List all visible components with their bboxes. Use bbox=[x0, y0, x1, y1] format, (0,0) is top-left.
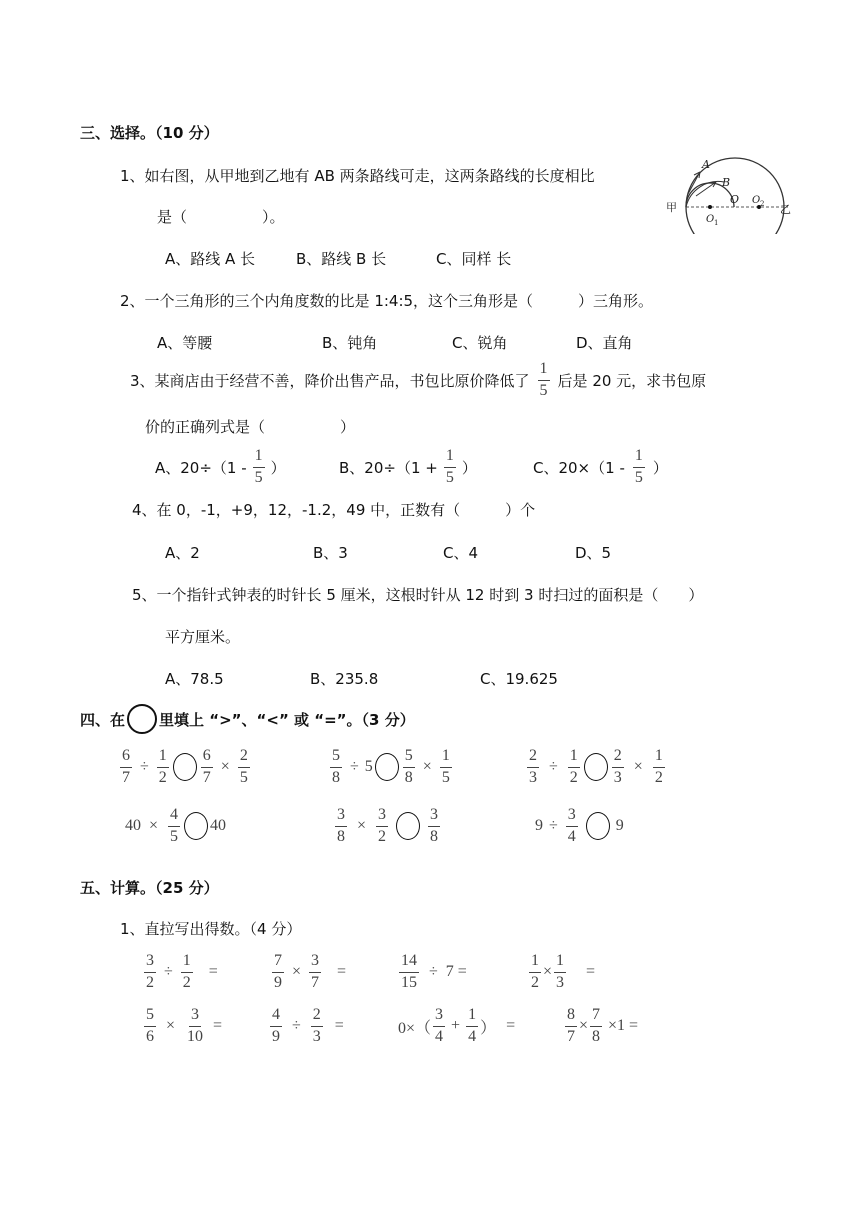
frac-num: 1 bbox=[653, 748, 665, 768]
route-figure bbox=[664, 156, 794, 234]
q2-option-c[interactable]: C、锐角 bbox=[452, 334, 508, 352]
q4-option-a[interactable]: A、2 bbox=[165, 544, 200, 562]
frac-num: 1 bbox=[157, 748, 169, 768]
mul-sign: × bbox=[633, 758, 643, 775]
open-paren: 0×（ bbox=[398, 1019, 432, 1037]
frac-den: 3 bbox=[556, 973, 565, 991]
mul-sign: × bbox=[579, 1017, 589, 1034]
frac-num: 3 bbox=[428, 807, 440, 827]
frac-den: 9 bbox=[274, 973, 282, 991]
section-3-title: 三、选择。（10 分） bbox=[80, 124, 219, 142]
frac-den: 5 bbox=[239, 768, 248, 786]
div-sign: ÷ bbox=[164, 963, 173, 980]
div-sign: ÷ bbox=[292, 1017, 301, 1034]
frac-num: 4 bbox=[168, 807, 180, 827]
q3-frac-den: 5 bbox=[539, 381, 548, 399]
frac-den: 7 bbox=[202, 768, 211, 786]
const: 7 bbox=[445, 963, 454, 980]
frac-num: 2 bbox=[527, 748, 539, 768]
section-4-title-post: 里填上 “>”、“<” 或 “=”。（3 分） bbox=[159, 710, 415, 729]
calc-r1-e2 bbox=[270, 947, 346, 997]
q3-a-fraction bbox=[253, 448, 265, 487]
frac-num: 8 bbox=[565, 1007, 577, 1027]
equals-sign: = bbox=[208, 963, 218, 980]
frac-num: 1 bbox=[466, 1007, 478, 1027]
frac-num: 1 bbox=[181, 953, 193, 973]
compare-r1-c1 bbox=[118, 742, 252, 792]
compare-circle-icon bbox=[127, 704, 157, 734]
const: 40 bbox=[210, 817, 227, 834]
q3-c-fraction bbox=[633, 448, 645, 487]
section-4-title-pre: 四、在 bbox=[80, 710, 126, 729]
frac-num: 3 bbox=[309, 953, 321, 973]
section-4-title bbox=[80, 703, 415, 735]
label-yi: 乙 bbox=[780, 203, 791, 216]
compare-r2-c1 bbox=[125, 801, 226, 851]
equals-sign: = bbox=[586, 963, 596, 980]
frac-num: 6 bbox=[201, 748, 213, 768]
frac-den: 8 bbox=[592, 1027, 601, 1045]
q3-a-pre: A、20÷（1 - bbox=[155, 458, 247, 477]
frac-den: 5 bbox=[441, 768, 450, 786]
frac-den: 8 bbox=[332, 768, 340, 786]
label-b: B bbox=[722, 176, 731, 189]
const: 9 bbox=[615, 817, 624, 834]
q3-fraction bbox=[538, 361, 550, 400]
answer-circle[interactable] bbox=[396, 812, 420, 840]
frac-den: 3 bbox=[613, 768, 622, 786]
frac-num: 2 bbox=[612, 748, 624, 768]
frac-num: 3 bbox=[189, 1007, 201, 1027]
equals-sign: = bbox=[213, 1017, 223, 1034]
frac-den: 7 bbox=[567, 1027, 575, 1045]
calc-r1-e3 bbox=[397, 947, 467, 997]
q5-option-c[interactable]: C、19.625 bbox=[480, 670, 558, 688]
label-o2-sub: 2 bbox=[760, 200, 765, 208]
frac-den: 4 bbox=[567, 827, 576, 845]
label-o: O bbox=[730, 193, 740, 206]
mul-sign: × bbox=[166, 1017, 176, 1034]
frac-den: 2 bbox=[654, 768, 663, 786]
const: 40 bbox=[125, 817, 141, 834]
route-a-arrow bbox=[688, 172, 700, 194]
frac-den: 8 bbox=[430, 827, 439, 845]
div-sign: ÷ bbox=[429, 963, 438, 980]
q3-text-a: 3、某商店由于经营不善，降价出售产品，书包比原价降低了 bbox=[130, 371, 530, 390]
frac-den: 3 bbox=[529, 768, 537, 786]
label-o2: O bbox=[752, 195, 761, 206]
frac-num: 7 bbox=[590, 1007, 602, 1027]
frac-den: 6 bbox=[146, 1027, 154, 1045]
label-jia: 甲 bbox=[666, 201, 677, 214]
frac-num: 5 bbox=[403, 748, 415, 768]
mul-sign: × bbox=[357, 817, 367, 834]
frac-den: 2 bbox=[158, 768, 167, 786]
frac-num: 6 bbox=[120, 748, 132, 768]
q1-option-a[interactable]: A、路线 A 长 bbox=[165, 250, 256, 268]
q3-frac-num: 1 bbox=[538, 361, 550, 381]
route-a-arc bbox=[686, 181, 724, 207]
frac-den: 3 bbox=[312, 1027, 321, 1045]
section-5-title: 五、计算。（25 分） bbox=[80, 879, 219, 897]
frac-den: 2 bbox=[569, 768, 578, 786]
equals-sign: = bbox=[506, 1017, 516, 1034]
frac-num: 1 bbox=[440, 748, 452, 768]
label-a: A bbox=[702, 158, 710, 171]
frac-num: 5 bbox=[144, 1007, 156, 1027]
answer-circle[interactable] bbox=[184, 812, 208, 840]
frac-num: 5 bbox=[330, 748, 342, 768]
q3-c-num: 1 bbox=[633, 448, 645, 468]
q3-b-num: 1 bbox=[444, 448, 456, 468]
mul-sign: × bbox=[422, 758, 432, 775]
frac-num: 3 bbox=[433, 1007, 445, 1027]
point-o1 bbox=[708, 205, 712, 209]
div-sign: ÷ bbox=[549, 758, 558, 775]
q3-option-c[interactable] bbox=[533, 447, 668, 487]
frac-num: 4 bbox=[270, 1007, 282, 1027]
q3-b-pre: B、20÷（1 + bbox=[339, 458, 438, 477]
sec5-q1-text: 1、直拉写出得数。（4 分） bbox=[120, 920, 302, 938]
q5-cont: 平方厘米。 bbox=[165, 628, 241, 646]
tail-expression: ×1 = bbox=[608, 1017, 639, 1034]
div-sign: ÷ bbox=[549, 817, 558, 834]
frac-num: 3 bbox=[144, 953, 156, 973]
calc-r2-e1 bbox=[142, 1001, 222, 1051]
calc-r2-e3 bbox=[398, 1001, 515, 1051]
q3-option-b[interactable] bbox=[339, 447, 477, 487]
mul-sign: × bbox=[220, 758, 230, 775]
q5-option-b[interactable]: B、235.8 bbox=[310, 670, 379, 688]
q3-a-num: 1 bbox=[253, 448, 265, 468]
compare-r2-c3 bbox=[535, 801, 624, 851]
q1-cont: 是（ ）。 bbox=[157, 208, 285, 226]
answer-circle[interactable] bbox=[584, 753, 608, 781]
calc-r2-e2 bbox=[268, 1001, 344, 1051]
frac-den: 4 bbox=[468, 1027, 477, 1045]
frac-den: 2 bbox=[378, 827, 387, 845]
q3-text-b: 后是 20 元，求书包原 bbox=[557, 371, 707, 390]
frac-num: 1 bbox=[568, 748, 580, 768]
q3-line bbox=[130, 360, 706, 400]
mul-sign: × bbox=[149, 817, 159, 834]
q3-b-post: ） bbox=[461, 458, 477, 477]
calc-r1-e4 bbox=[527, 947, 595, 997]
frac-den: 8 bbox=[404, 768, 413, 786]
equals-sign: = bbox=[334, 1017, 344, 1034]
equals-sign: = bbox=[337, 963, 347, 980]
frac-num: 1 bbox=[529, 953, 541, 973]
frac-den: 5 bbox=[170, 827, 179, 845]
q3-c-den: 5 bbox=[634, 468, 643, 486]
q3-b-den: 5 bbox=[445, 468, 454, 486]
frac-num: 3 bbox=[566, 807, 578, 827]
q5-text: 5、一个指针式钟表的时针长 5 厘米，这根时针从 12 时到 3 时扫过的面积是（ ） bbox=[132, 586, 704, 604]
q2-option-d[interactable]: D、直角 bbox=[576, 334, 633, 352]
answer-circle[interactable] bbox=[586, 812, 610, 840]
q1-text: 1、如右图，从甲地到乙地有 AB 两条路线可走，这两条路线的长度相比 bbox=[120, 167, 595, 185]
q3-c-post: ） bbox=[652, 458, 668, 477]
frac-den: 4 bbox=[435, 1027, 444, 1045]
q4-option-c[interactable]: C、4 bbox=[443, 544, 479, 562]
frac-num: 1 bbox=[554, 953, 566, 973]
q1-option-c[interactable]: C、同样 长 bbox=[436, 250, 512, 268]
q3-c-pre: C、20×（1 - bbox=[533, 458, 625, 477]
frac-num: 3 bbox=[376, 807, 388, 827]
frac-num: 14 bbox=[399, 953, 419, 973]
compare-r2-c2 bbox=[333, 801, 442, 851]
equals-sign: = bbox=[457, 963, 467, 980]
label-o1: O bbox=[706, 214, 715, 225]
frac-den: 15 bbox=[401, 973, 417, 991]
q5-option-a[interactable]: A、78.5 bbox=[165, 670, 224, 688]
frac-den: 7 bbox=[311, 973, 320, 991]
answer-circle[interactable] bbox=[173, 753, 197, 781]
frac-den: 8 bbox=[337, 827, 345, 845]
frac-den: 7 bbox=[122, 768, 130, 786]
const: 5 bbox=[364, 758, 373, 775]
frac-den: 2 bbox=[182, 973, 191, 991]
big-lower-arc bbox=[686, 207, 784, 234]
q2-option-b[interactable]: B、钝角 bbox=[322, 334, 378, 352]
close-paren: ） bbox=[480, 1019, 497, 1037]
q3-option-a[interactable] bbox=[155, 447, 286, 487]
const: 9 bbox=[535, 817, 543, 834]
div-sign: ÷ bbox=[350, 758, 359, 775]
frac-den: 10 bbox=[187, 1027, 204, 1045]
frac-den: 9 bbox=[272, 1027, 280, 1045]
q3-a-post: ） bbox=[270, 458, 286, 477]
q2-option-a[interactable]: A、等腰 bbox=[157, 334, 213, 352]
q4-text: 4、在 0，-1，+9，12，-1.2，49 中，正数有（ ）个 bbox=[132, 501, 536, 519]
plus-sign: + bbox=[451, 1017, 461, 1034]
compare-r1-c2 bbox=[328, 742, 454, 792]
div-sign: ÷ bbox=[140, 758, 149, 775]
compare-r1-c3 bbox=[525, 742, 667, 792]
q4-option-d[interactable]: D、5 bbox=[575, 544, 612, 562]
q1-option-b[interactable]: B、路线 B 长 bbox=[296, 250, 387, 268]
frac-den: 2 bbox=[146, 973, 154, 991]
label-o1-sub: 1 bbox=[714, 219, 719, 227]
q3-b-fraction bbox=[444, 448, 456, 487]
q3-cont: 价的正确列式是（ ） bbox=[145, 418, 356, 436]
answer-circle[interactable] bbox=[375, 753, 399, 781]
frac-num: 3 bbox=[335, 807, 347, 827]
calc-r2-e4 bbox=[563, 1001, 638, 1051]
frac-num: 2 bbox=[311, 1007, 323, 1027]
frac-num: 2 bbox=[238, 748, 250, 768]
frac-den: 2 bbox=[531, 973, 539, 991]
q2-text: 2、一个三角形的三个内角度数的比是 1:4:5，这个三角形是（ ）三角形。 bbox=[120, 292, 654, 310]
mul-sign: × bbox=[292, 963, 302, 980]
q4-option-b[interactable]: B、3 bbox=[313, 544, 348, 562]
mul-sign: × bbox=[543, 963, 553, 980]
frac-num: 7 bbox=[272, 953, 284, 973]
calc-r1-e1 bbox=[142, 947, 218, 997]
q3-a-den: 5 bbox=[254, 468, 263, 486]
